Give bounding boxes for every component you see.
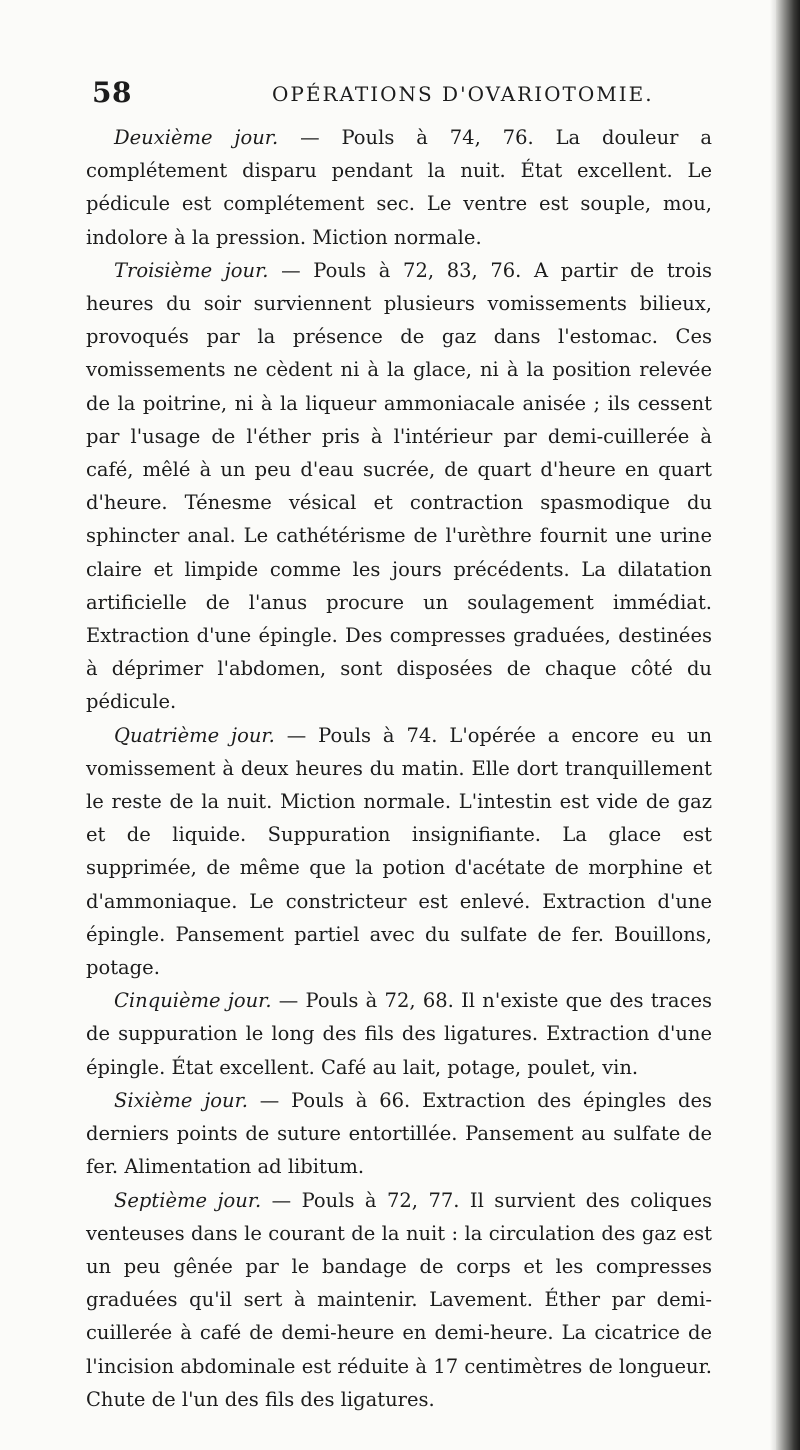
- day-heading: Deuxième jour.: [114, 126, 279, 149]
- paragraph-day-4: [86, 719, 712, 985]
- paragraph-text: — Pouls à 74. L'opérée a encore eu un vomissement à deux heures du matin. Elle dort tranquillement le reste de la nuit. Miction normale. L'intestin est vide de gaz et de liquide. Suppuration insignifiante. La glace est supprimée, de même que la potion d'acétate de morphine et d'ammoniaque. Le constricteur est enlevé. Extraction d'une épingle. Pansement partiel avec du sulfate de fer. Bouillons, potage.: [86, 723, 712, 980]
- book-spine-edge: [776, 0, 800, 1450]
- paragraph-day-3: [86, 254, 712, 719]
- paragraph-text: — Pouls à 72, 77. Il survient des coliques venteuses dans le courant de la nuit : la circulation des gaz est un peu gênée par le bandage de corps et les compresses graduées qu'il sert à maintenir. Lavement. Éther par demi-cuillerée à café de demi-heure en demi-heure. La cicatrice de l'incision abdominale est réduite à 17 centimètres de longueur. Chute de l'un des fils des ligatures.: [86, 1188, 713, 1411]
- paragraph-text: — Pouls à 74, 76. La douleur a complétement disparu pendant la nuit. État excellent. Le pédicule est complétement sec. Le ventre est souple, mou, indolore à la pression. Miction normale.: [86, 126, 713, 249]
- running-head: OPÉRATIONS D'OVARIOTOMIE.: [272, 82, 654, 106]
- day-heading: Quatrième jour.: [114, 723, 275, 747]
- body-text: [86, 121, 712, 1416]
- paragraph-day-6: [86, 1084, 712, 1184]
- paragraph-day-5: [86, 984, 712, 1084]
- paragraph-day-7: [86, 1184, 712, 1416]
- paragraph-text: — Pouls à 72, 83, 76. A partir de trois heures du soir surviennent plusieurs vomissements bilieux, provoqués par la présence de gaz dans l'estomac. Ces vomissements ne cèdent ni à la glace, ni à la position relevée de la poitrine, ni à la liqueur ammoniacale anisée ; ils cessent par l'usage de l'éther pris à l'intérieur par demi-cuillerée à café, mêlé à un peu d'eau sucrée, de quart d'heure en quart d'heure. Ténesme vésical et contraction spasmodique du sphincter anal. Le cathétérisme de l'urèthre fournit une urine claire et limpide comme les jours précédents. La dilatation artificielle de l'anus procure un soulagement immédiat. Extraction d'une épingle. Des compresses graduées, destinées à déprimer l'abdomen, sont disposées de chaque côté du pédicule.: [86, 258, 712, 714]
- paragraph-day-2: [86, 121, 712, 254]
- page-number: 58: [92, 76, 132, 109]
- day-heading: Cinquième jour.: [114, 989, 272, 1013]
- page-header: [92, 76, 712, 110]
- day-heading: Sixième jour.: [114, 1088, 248, 1112]
- paragraph-text: — Pouls à 66. Extraction des épingles des derniers points de suture entortillée. Pansement au sulfate de fer. Alimentation ad libitum.: [86, 1088, 712, 1179]
- day-heading: Troisième jour.: [114, 258, 269, 282]
- paragraph-text: — Pouls à 72, 68. Il n'existe que des traces de suppuration le long des fils des ligatures. Extraction d'une épingle. État excellent. Café au lait, potage, poulet, vin.: [86, 989, 712, 1079]
- day-heading: Septième jour.: [114, 1188, 262, 1212]
